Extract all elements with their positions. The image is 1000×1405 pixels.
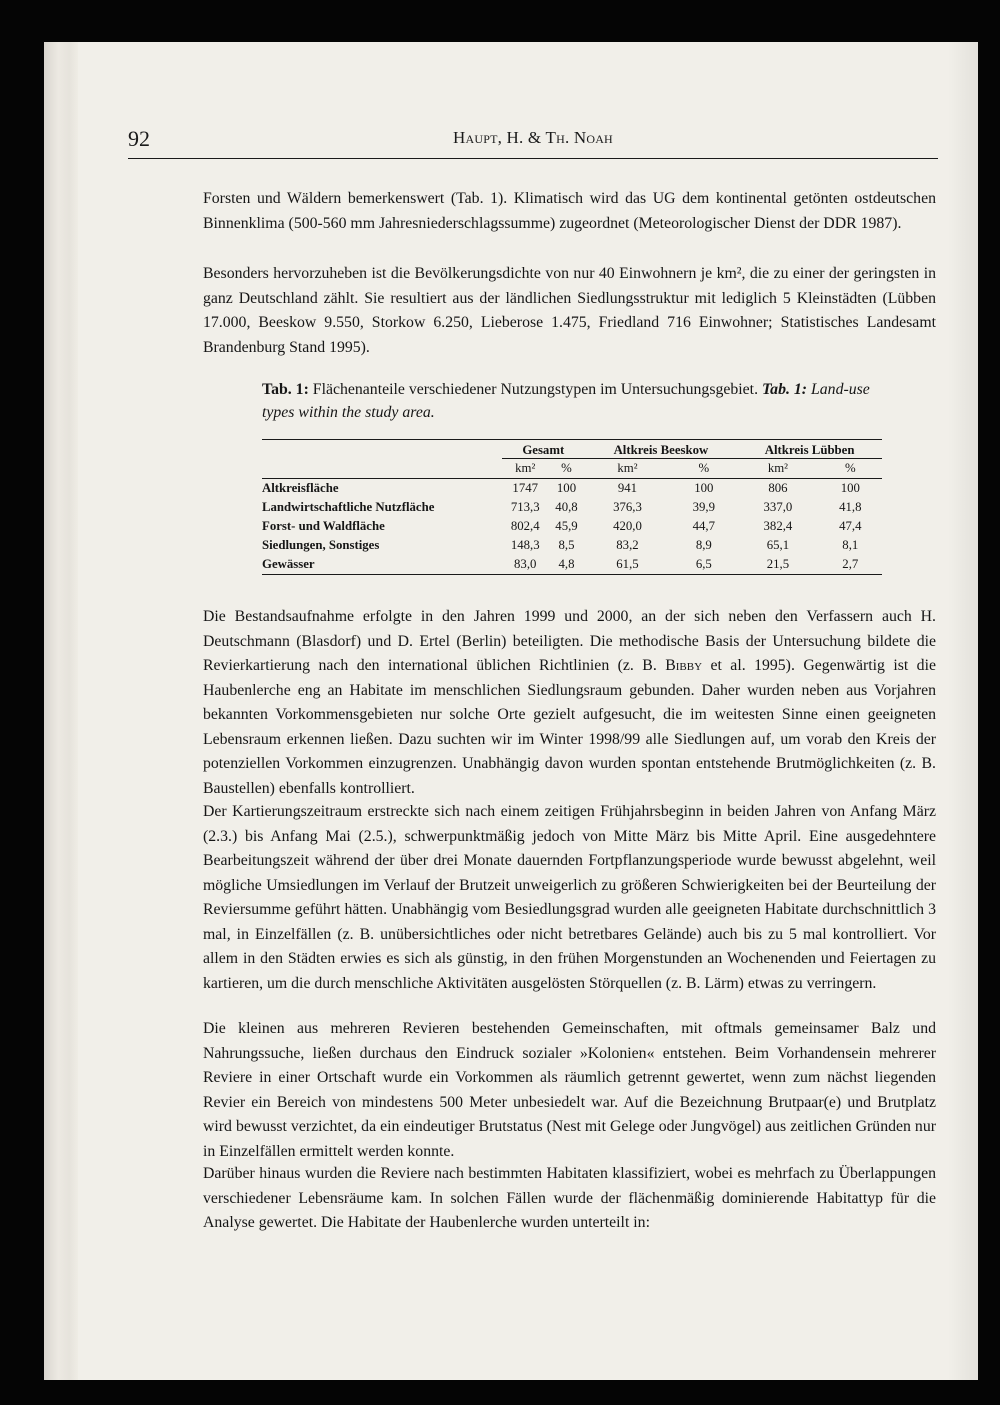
table-cell: 8,9 [695,538,712,552]
table-cell: 65,1 [766,538,790,552]
table-row [262,517,882,536]
table-cell: 376,3 [613,500,642,514]
table-cell: 39,9 [692,500,716,514]
table-cell: 83,2 [616,538,639,552]
table-unit-header: km² [502,459,548,479]
table-unit-header: % [548,459,584,479]
table-cell: 1747 [512,481,539,495]
table-row [262,536,882,555]
paragraph-3-part-2: et al. 1995). Gegenwärtig ist die Haubenlerche eng an Habitate im menschlichen Siedlungsraum gebunden. Daher wurden neben aus Vorjahren bekannten Vorkommensgebieten nur solche Orte gezielt aufgesucht, die im weitesten Sinne einen geeigneten Lebensraum erkennen ließen. Dazu suchten wir im Winter 1998/99 alle Siedlungen auf, um vorab den Kreis der potenziellen Vorkommen einzugrenzen. Unabhängig davon wurden spontan entstehende Brutmöglichkeiten (z. B. Baustellen) ebenfalls kontrolliert. [203,657,936,797]
table-cell: 61,5 [585,555,671,575]
page-edge [44,42,80,1380]
table-unit-header: km² [737,459,818,479]
table-unit-header: % [819,459,882,479]
table-row [262,479,882,499]
table-row [262,498,882,517]
table-cell: 802,4 [510,519,540,533]
table-caption-label: Tab. 1: [262,381,309,398]
land-use-table [262,439,882,575]
table-cell: 100 [556,481,577,495]
table-cell: 41,8 [839,500,862,514]
table-row-label: Forst- und Waldfläche [262,519,385,533]
table-group-header: Altkreis Beeskow [585,440,738,459]
table-cell: 806 [768,481,788,495]
table-cell: 6,5 [670,555,737,575]
table-cell: 100 [840,481,860,495]
paragraph-5: Die kleinen aus mehreren Revieren bestehenden Gemeinschaften, mit oftmals gemeinsamer Balz und Nahrungssuche, ließen durchaus den Eindruck sozialer »Kolonien« entstehen. Beim Vorhandensein mehrerer Reviere in einer Ortschaft wurde ein Vorkommen als räumlich getrennt gewertet, wenn zum nächst liegenden Revier ein Bereich von mindestens 500 Meter unbesiedelt war. Auf die Bezeichnung Brutpaar(e) und Brutplatz wird bewusst verzichtet, da ein eindeutiger Brutstatus (Nest mit Gelege oder Jungvögel) aus zeitlichen Gründen nur in Einzelfällen ermittelt werden konnte. [203,1020,936,1160]
paragraph-6: Darüber hinaus wurden die Reviere nach bestimmten Habitaten klassifiziert, wobei es mehrfach zu Überlappungen verschiedener Lebensräume kam. In solchen Fällen wurde der flächenmäßig dominierende Habitattyp für die Analyse gewertet. Die Habitate der Haubenlerche wurden unterteilt in: [203,1165,936,1231]
table-cell: 337,0 [763,500,793,514]
table-unit-header: km² [585,459,671,479]
table-cell: 47,4 [839,519,862,533]
table-group-header: Gesamt [502,440,585,459]
table-cell: 382,4 [763,519,793,533]
page-gutter-shadow [948,42,978,1380]
table-cell: 40,8 [555,500,578,514]
paragraph-3-part-1: Die Bestandsaufnahme erfolgte in den Jahren 1999 und 2000, an der sich neben den Verfassern auch H. Deutschmann (Blasdorf) und D. Ertel (Berlin) beteiligten. Die methodische Basis der Untersuchung bildete die Revierkartierung nach den international üblichen Richtlinien (z. B. [203,608,936,674]
paragraph-3 [203,605,936,801]
table-cell: 713,3 [510,500,540,514]
table-cell: 8,1 [842,538,859,552]
table-row-label: Altkreisfläche [262,481,339,495]
table-caption-german: Flächenanteile verschiedener Nutzungstypen im Untersuchungsgebiet. [312,381,759,398]
cited-author: Bibby [665,657,703,674]
table-row-label: Landwirtschaftliche Nutzfläche [262,500,435,514]
table-group-header: Altkreis Lübben [737,440,882,459]
table-cell: 148,3 [510,538,540,552]
page-number: 92 [128,126,150,151]
table-cell: 44,7 [692,519,716,533]
paragraph-2: Besonders hervorzuheben ist die Bevölkerungsdichte von nur 40 Einwohnern je km², die zu einer der geringsten in ganz Deutschland zählt. Sie resultiert aus der ländlichen Siedlungsstruktur mit lediglich 5 Kleinstädten (Lübben 17.000, Beeskow 9.550, Storkow 6.250, Lieberose 1.475, Friedland 716 Einwohner; Statistisches Landesamt Brandenburg Stand 1995). [203,265,936,356]
table-cell: 4,8 [548,555,584,575]
table-caption-english: Land-use types within the study area. [262,381,870,421]
table-cell: 45,9 [555,519,578,533]
table-cell: 100 [694,481,714,495]
table-caption-english-label: Tab. 1: [761,381,808,398]
page-header [128,124,938,159]
table-unit-header: % [670,459,737,479]
paragraph-1: Forsten und Wäldern bemerkenswert (Tab. 1). Klimatisch wird das UG dem kontinental getönten ostdeutschen Binnenklima (500-560 mm Jahresniederschlagssumme) zugeordnet (Meteorologischer Dienst der DDR 1987). [203,190,936,232]
table-row-label: Gewässer [262,555,502,575]
table-row-label: Siedlungen, Sonstiges [262,538,380,552]
running-head: Haupt, H. & Th. Noah [453,128,613,147]
table-cell: 2,7 [819,555,882,575]
paragraph-4: Der Kartierungszeitraum erstreckte sich nach einem zeitigen Frühjahrsbeginn in beiden Jahren von Anfang März (2.3.) bis Anfang Mai (2.5.), schwerpunktmäßig jedoch von Mitte März bis Mitte April. Eine ausgedehntere Bearbeitungszeit während der über drei Monate dauernden Fortpflanzungsperiode wurde bewusst abgelehnt, weil mögliche Umsiedlungen im Verlauf der Brutzeit unweigerlich zu größeren Schwierigkeiten bei der Beurteilung der Reviersumme geführt hätten. Unabhängig vom Besiedlungsgrad wurden alle geeigneten Habitate durchschnittlich 3 mal, in Einzelfällen (z. B. unübersichtliches oder nicht betretbares Gelände) auch bis zu 5 mal kontrolliert. Vor allem in den Städten erwies es sich als günstig, in den frühen Morgenstunden an Wochenenden und Feiertagen zu kartieren, um die durch menschliche Aktivitäten ausgelösten Störquellen (z. B. Lärm) etwas zu verringern. [203,803,936,992]
table-cell: 420,0 [613,519,642,533]
table-cell: 83,0 [502,555,548,575]
table-row [262,555,882,575]
table-cell: 941 [617,481,638,495]
table-caption [262,378,882,424]
table-cell: 21,5 [737,555,818,575]
table-cell: 8,5 [558,538,575,552]
